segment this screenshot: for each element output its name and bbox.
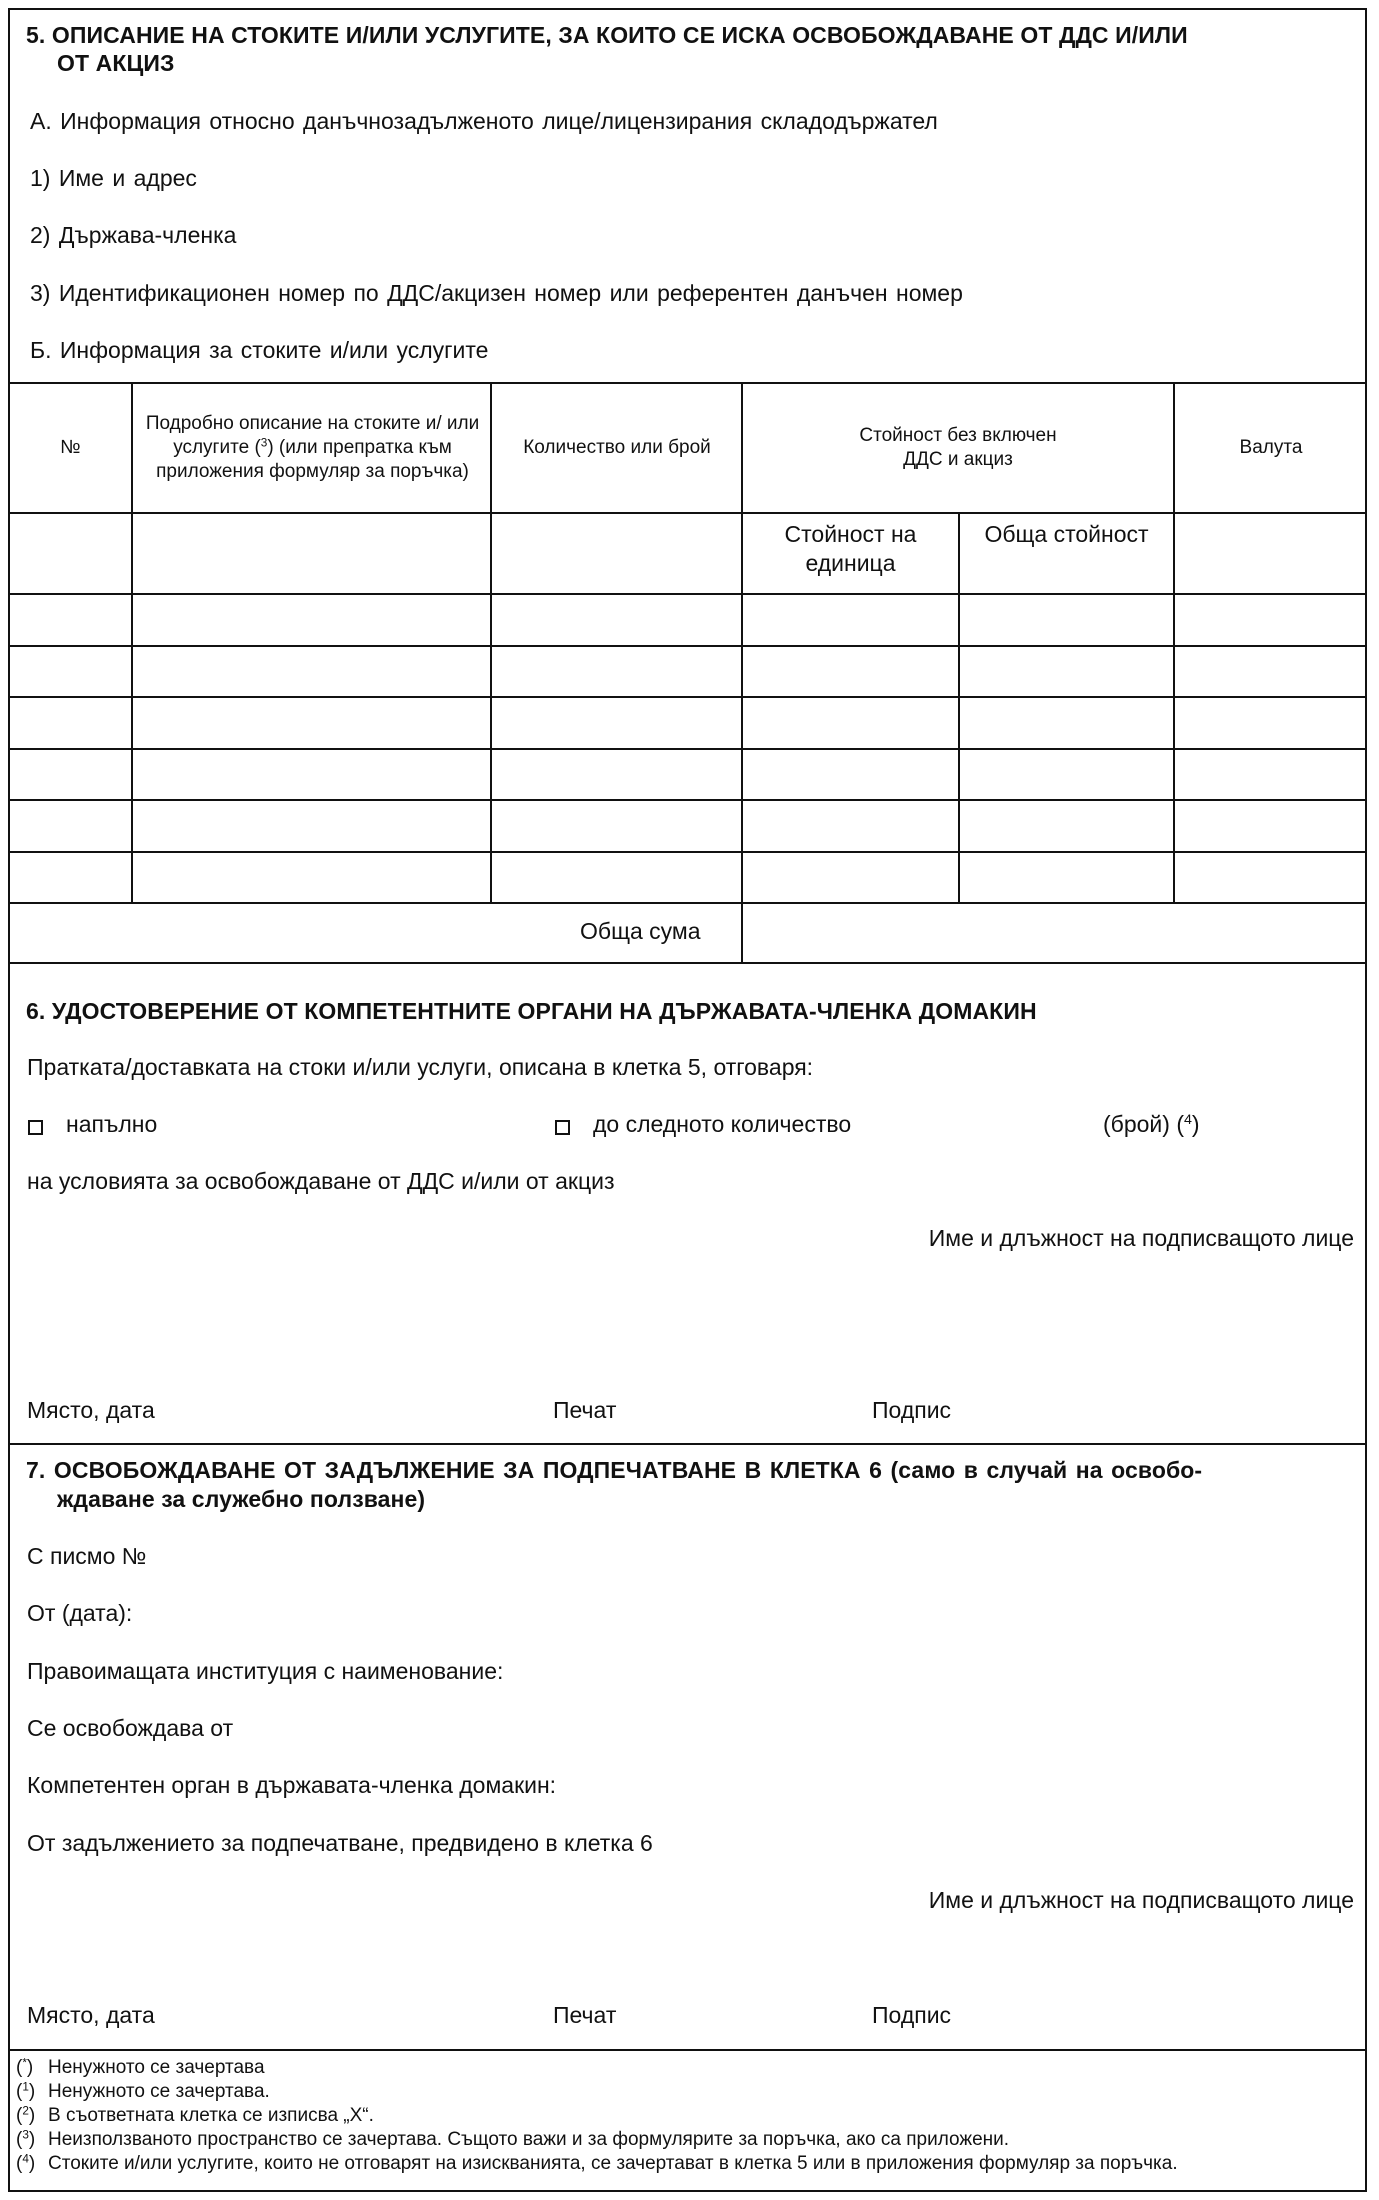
cell-number[interactable] [10, 595, 131, 645]
total-label: Обща сума [580, 918, 701, 944]
section5-item-member-state: 2) Държава-членка [30, 222, 237, 248]
cell-currency[interactable] [1175, 595, 1365, 645]
cell-number[interactable] [10, 647, 131, 697]
section-divider [8, 1443, 1367, 1445]
section5-title-line2: ОТ АКЦИЗ [57, 50, 175, 76]
section7-title-line2: ждаване за служебно ползване) [57, 1486, 426, 1512]
cell-unit-value[interactable] [743, 595, 958, 645]
footnote-mark: ($^3$) [16, 2128, 36, 2150]
cell-number[interactable] [10, 698, 131, 748]
header-currency: Валута [1239, 437, 1303, 458]
section5-part-b: Б. Информация за стоките и/или услугите [30, 337, 489, 363]
cell-description[interactable] [133, 801, 490, 851]
checkbox-partial[interactable] [555, 1120, 570, 1135]
footnote [16, 2152, 1178, 2176]
cell-unit-value[interactable] [743, 647, 958, 697]
footnote-text: Стоките и/или услугите, които не отговарят на изискванията, се зачертават в клетка 5 или в приложения формуляр за поръчка. [48, 2153, 1178, 2174]
header-quantity: Количество или брой [523, 437, 711, 458]
footnote-mark: ($^1$) [16, 2080, 36, 2102]
section6-title: 6. УДОСТОВЕРЕНИЕ ОТ КОМПЕТЕНТНИТЕ ОРГАНИ НА ДЪРЖАВАТА-ЧЛЕНКА ДОМАКИН [26, 998, 1037, 1024]
section7-signer-label: Име и длъжност на подписващото лице [928, 1887, 1354, 1913]
cell-currency[interactable] [1175, 801, 1365, 851]
footnote-ref: 4 [1183, 1112, 1192, 1129]
section7-authority: Компетентен орган в държавата-членка домакин: [27, 1772, 557, 1798]
section7-obligation: От задължението за подпечатване, предвидено в клетка 6 [27, 1830, 653, 1856]
count-label-close: ) [1191, 1111, 1200, 1137]
section6-conditions: на условията за освобождаване от ДДС и/или от акциз [27, 1168, 615, 1194]
header-total-value: Обща стойност [984, 521, 1149, 547]
cell-quantity[interactable] [493, 647, 741, 697]
cell-total-value[interactable] [960, 647, 1173, 697]
section-divider [8, 2049, 1367, 2051]
cell-unit-value[interactable] [743, 698, 958, 748]
footnote-mark: ($^4$) [16, 2152, 36, 2174]
footnote-text: В съответната клетка се изписва „X“. [48, 2105, 374, 2126]
total-sum-field[interactable] [743, 904, 1365, 962]
cell-total-value[interactable] [960, 595, 1173, 645]
cell-quantity[interactable] [493, 801, 741, 851]
footnotes [16, 2056, 1178, 2176]
table-line [490, 383, 492, 903]
footnote-text: Ненужното се зачертава. [48, 2081, 270, 2102]
section6-stamp: Печат [553, 1397, 617, 1423]
header-description-text: Подробно описание на стоките и/ или услугите ( [145, 413, 480, 458]
header-value: Стойност без включен ДДС и акциз [859, 425, 1057, 470]
cell-total-value[interactable] [960, 750, 1173, 800]
section7-from-date: От (дата): [27, 1600, 133, 1626]
footnote [16, 2056, 1178, 2080]
cell-number[interactable] [10, 750, 131, 800]
cell-description[interactable] [133, 698, 490, 748]
header-description [140, 384, 485, 512]
cell-unit-value[interactable] [743, 801, 958, 851]
section5-part-a: А. Информация относно данъчнозадълженото лице/лицензирания складодържател [30, 108, 938, 134]
cell-description[interactable] [133, 595, 490, 645]
count-label [1103, 1110, 1200, 1138]
cell-quantity[interactable] [493, 595, 741, 645]
footnote-ref: 3 [260, 436, 268, 450]
section-divider [8, 962, 1367, 964]
footnote [16, 2080, 1178, 2104]
cell-number[interactable] [10, 853, 131, 903]
cell-currency[interactable] [1175, 647, 1365, 697]
cell-currency[interactable] [1175, 698, 1365, 748]
option-partial-label: до следното количество [593, 1111, 852, 1137]
cell-unit-value[interactable] [743, 750, 958, 800]
footnote [16, 2128, 1178, 2152]
footnote-mark: (*) [16, 2056, 34, 2078]
section7-exempted-from: Се освобождава от [27, 1715, 234, 1741]
cell-quantity[interactable] [493, 853, 741, 903]
header-number: № [60, 437, 81, 458]
cell-description[interactable] [133, 853, 490, 903]
section6-signature: Подпис [872, 1397, 952, 1423]
header-description-text: ) (или препратка към приложения формуляр за поръчка) [156, 437, 469, 482]
cell-currency[interactable] [1175, 853, 1365, 903]
footnote-text: Ненужното се зачертава [48, 2057, 265, 2078]
cell-description[interactable] [133, 750, 490, 800]
section7-stamp: Печат [553, 2002, 617, 2028]
section5-item-id-number: 3) Идентификационен номер по ДДС/акцизен номер или референтен данъчен номер [30, 280, 963, 306]
footnote [16, 2104, 1178, 2128]
count-label-text: (брой) ( [1103, 1111, 1184, 1137]
footnote-mark: ($^2$) [16, 2104, 36, 2126]
cell-description[interactable] [133, 647, 490, 697]
section6-place-date: Място, дата [27, 1397, 155, 1423]
footnote-text: Неизползваното пространство се зачертава. Същото важи и за формулярите за поръчка, ако са приложени. [48, 2129, 1010, 2150]
section6-signer-label: Име и длъжност на подписващото лице [928, 1225, 1354, 1251]
cell-number[interactable] [10, 801, 131, 851]
header-unit-value: Стойност на единица [784, 521, 917, 576]
cell-quantity[interactable] [493, 750, 741, 800]
table-line [8, 512, 1367, 514]
cell-total-value[interactable] [960, 853, 1173, 903]
cell-total-value[interactable] [960, 698, 1173, 748]
section7-place-date: Място, дата [27, 2002, 155, 2028]
cell-unit-value[interactable] [743, 853, 958, 903]
checkbox-full[interactable] [28, 1120, 43, 1135]
option-full-label: напълно [66, 1111, 158, 1137]
section7-letter-no: С писмо № [27, 1543, 147, 1569]
section7-title-line1: 7. ОСВОБОЖДАВАНЕ ОТ ЗАДЪЛЖЕНИЕ ЗА ПОДПЕЧАТВАНЕ В КЛЕТКА 6 (само в случай на освобо- [26, 1457, 1203, 1483]
section5-title-line1: 5. ОПИСАНИЕ НА СТОКИТЕ И/ИЛИ УСЛУГИТЕ, ЗА КОИТО СЕ ИСКА ОСВОБОЖДАВАНЕ ОТ ДДС И/ИЛИ [26, 22, 1188, 48]
cell-currency[interactable] [1175, 750, 1365, 800]
cell-total-value[interactable] [960, 801, 1173, 851]
section7-signature: Подпис [872, 2002, 952, 2028]
cell-quantity[interactable] [493, 698, 741, 748]
section5-item-name-address: 1) Име и адрес [30, 165, 197, 191]
section7-institution: Правоимащата институция с наименование: [27, 1658, 504, 1684]
section6-statement: Пратката/доставката на стоки и/или услуги, описана в клетка 5, отговаря: [27, 1054, 814, 1080]
